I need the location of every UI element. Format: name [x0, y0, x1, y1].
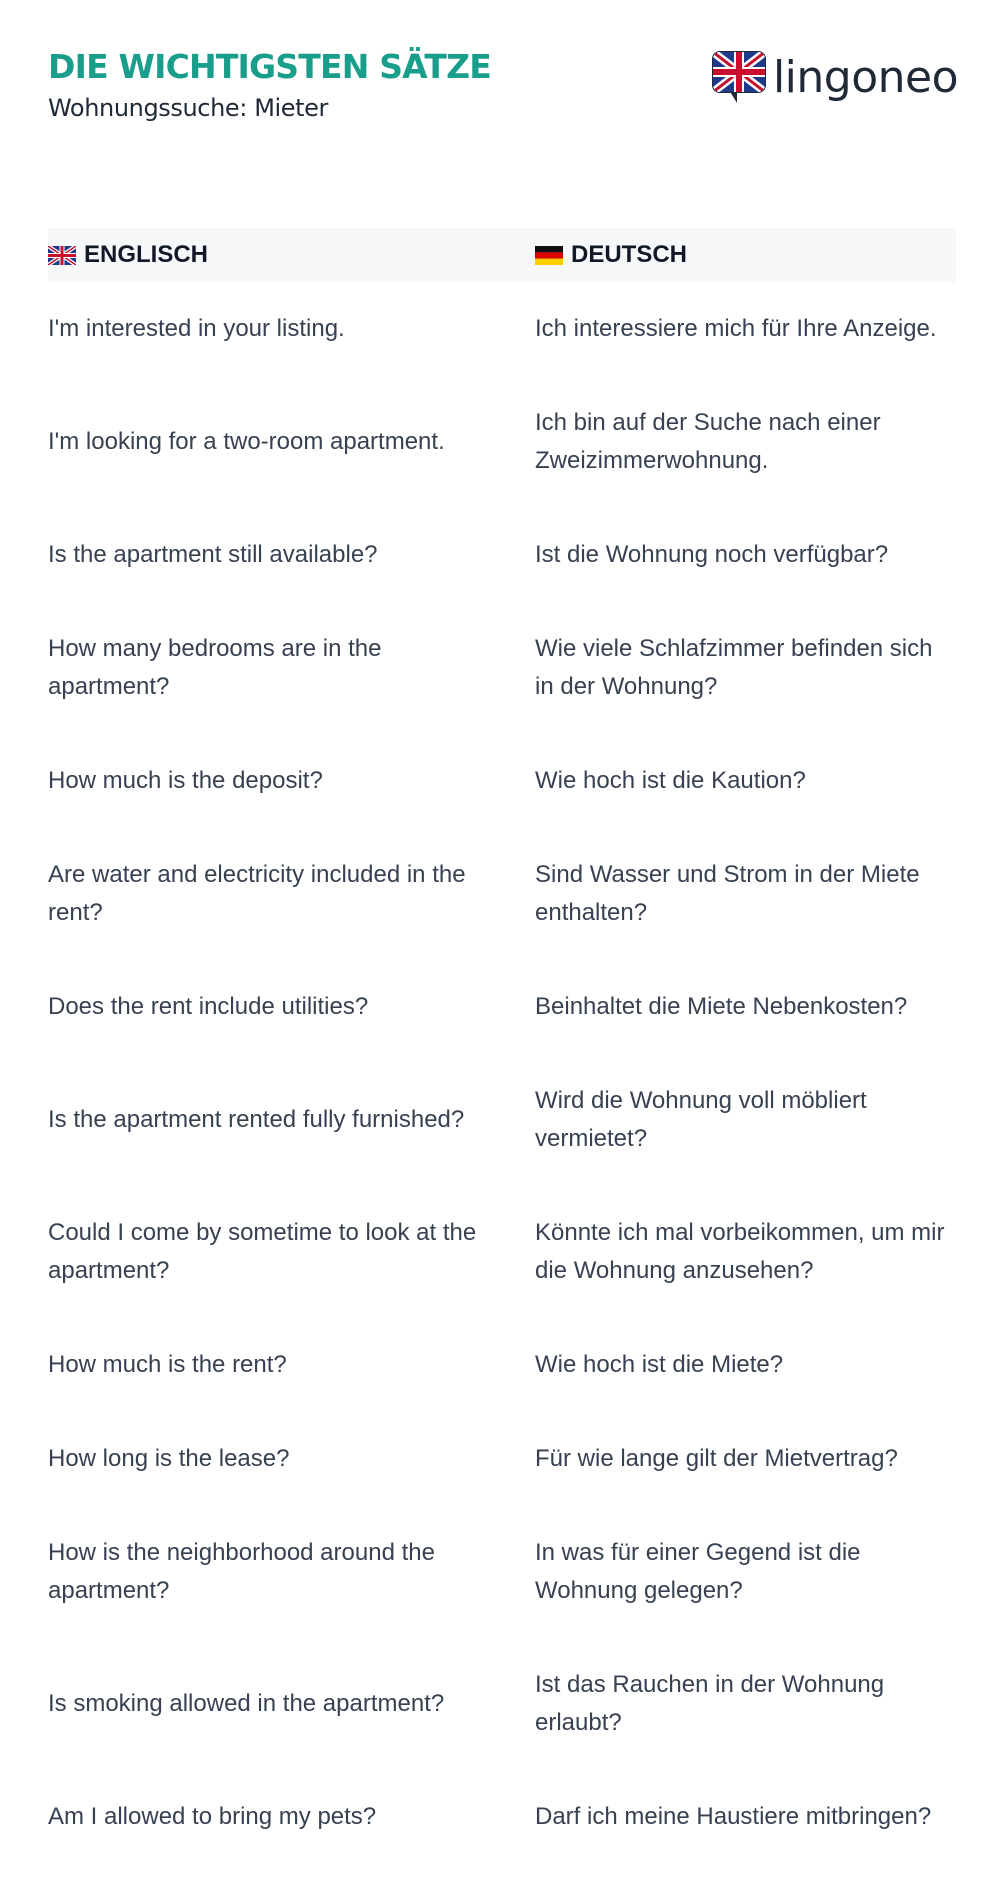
table-row: [48, 1186, 956, 1318]
table-row: [48, 1770, 956, 1864]
german-phrase: Wie hoch ist die Kaution?: [535, 767, 806, 794]
table-row: [48, 376, 956, 508]
german-phrase: Darf ich meine Haustiere mitbringen?: [535, 1803, 932, 1830]
english-phrase: How many bedrooms are in the apartment?: [48, 635, 382, 700]
table-row: [48, 282, 956, 376]
german-phrase: Wie viele Schlafzimmer befinden sich in der Wohnung?: [535, 635, 933, 700]
german-phrase: Ist das Rauchen in der Wohnung erlaubt?: [535, 1671, 885, 1736]
german-phrase: Ist die Wohnung noch verfügbar?: [535, 541, 889, 568]
logo-text: lingoneo: [772, 52, 958, 103]
table-row: [48, 734, 956, 828]
english-phrase: Are water and electricity included in the rent?: [48, 861, 466, 926]
german-phrase: Ich interessiere mich für Ihre Anzeige.: [535, 315, 937, 342]
page-subtitle: Wohnungssuche: Mieter: [48, 94, 328, 122]
uk-flag-icon: [48, 246, 76, 265]
table-row: [48, 1318, 956, 1412]
german-phrase: Sind Wasser und Strom in der Miete enthalten?: [535, 861, 920, 926]
german-phrase: Wird die Wohnung voll möbliert vermietet?: [535, 1087, 867, 1152]
english-phrase: How much is the rent?: [48, 1351, 287, 1378]
english-phrase: Is the apartment rented fully furnished?: [48, 1106, 465, 1133]
english-phrase: Am I allowed to bring my pets?: [48, 1803, 377, 1830]
column-header-english: [48, 241, 535, 269]
english-phrase: Is smoking allowed in the apartment?: [48, 1690, 445, 1717]
table-row: [48, 1638, 956, 1770]
table-row: [48, 1054, 956, 1186]
page-title: DIE WICHTIGSTEN SÄTZE: [48, 47, 491, 86]
germany-flag-icon: [535, 246, 563, 265]
table-row: [48, 602, 956, 734]
german-phrase: Für wie lange gilt der Mietvertrag?: [535, 1445, 898, 1472]
phrase-table: [48, 228, 956, 1864]
uk-flag-speech-bubble-icon: [711, 50, 767, 106]
english-phrase: Does the rent include utilities?: [48, 993, 369, 1020]
column-label-english: ENGLISCH: [84, 241, 209, 268]
table-row: [48, 1412, 956, 1506]
german-phrase: In was für einer Gegend ist die Wohnung gelegen?: [535, 1539, 861, 1604]
german-phrase: Wie hoch ist die Miete?: [535, 1351, 784, 1378]
english-phrase: I'm interested in your listing.: [48, 315, 345, 342]
english-phrase: How is the neighborhood around the apartment?: [48, 1539, 435, 1604]
english-phrase: Could I come by sometime to look at the apartment?: [48, 1219, 477, 1284]
table-row: [48, 960, 956, 1054]
table-row: [48, 828, 956, 960]
german-phrase: Beinhaltet die Miete Nebenkosten?: [535, 993, 908, 1020]
page-header: [48, 44, 958, 134]
german-phrase: Ich bin auf der Suche nach einer Zweizimmerwohnung.: [535, 409, 881, 474]
column-label-german: DEUTSCH: [571, 241, 688, 268]
english-phrase: Is the apartment still available?: [48, 541, 378, 568]
english-phrase: How much is the deposit?: [48, 767, 323, 794]
english-phrase: I'm looking for a two-room apartment.: [48, 428, 445, 455]
english-phrase: How long is the lease?: [48, 1445, 290, 1472]
column-header-german: [535, 241, 956, 269]
lingoneo-logo[interactable]: [711, 50, 958, 106]
table-row: [48, 508, 956, 602]
table-header: [48, 228, 956, 282]
german-phrase: Könnte ich mal vorbeikommen, um mir die Wohnung anzusehen?: [535, 1219, 945, 1284]
table-row: [48, 1506, 956, 1638]
